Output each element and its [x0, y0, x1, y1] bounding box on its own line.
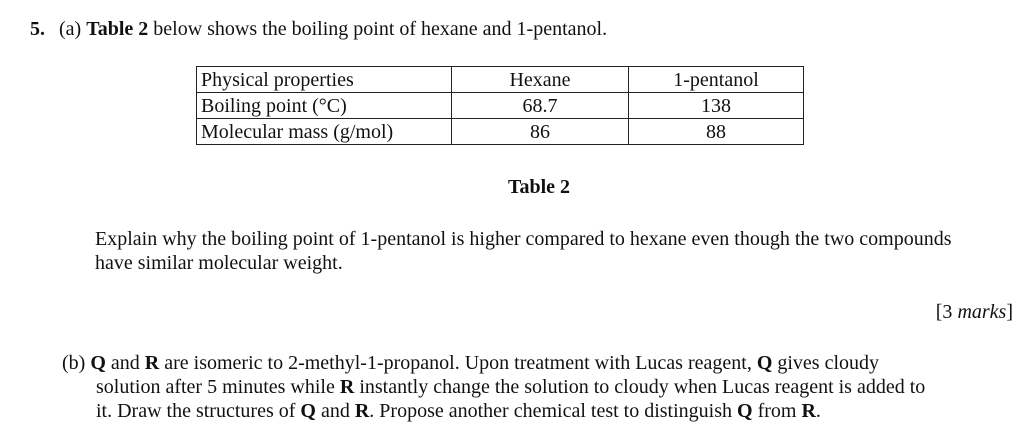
part-b-line	[96, 375, 925, 399]
compound-r: R	[339, 376, 355, 398]
marks-close: ]	[1006, 301, 1013, 323]
properties-table	[196, 66, 804, 145]
table-cell: Boiling point (°C)	[197, 93, 452, 119]
table-cell: 86	[452, 119, 629, 145]
part-b-line	[62, 351, 879, 375]
text: instantly change the solution to cloudy when Lucas reagent is added to	[354, 376, 926, 398]
part-b-label: (b)	[62, 352, 86, 374]
table-caption	[508, 175, 570, 199]
marks-word: marks	[957, 301, 1007, 323]
text: .	[815, 400, 821, 422]
question-header	[30, 17, 607, 41]
question-intro: below shows the boiling point of hexane and 1-pentanol.	[148, 18, 608, 40]
compound-q: Q	[90, 352, 106, 374]
table-header-row	[197, 67, 804, 93]
table-row	[197, 93, 804, 119]
compound-r: R	[354, 400, 370, 422]
text: from	[752, 400, 802, 422]
table-cell: 68.7	[452, 93, 629, 119]
marks-open: [3	[935, 301, 958, 323]
marks-allocation	[936, 300, 1013, 324]
table-caption-text: Table 2	[508, 176, 571, 198]
part-a-question-line: Explain why the boiling point of 1-pentanol is higher compared to hexane even though the two compounds	[95, 228, 952, 250]
table-cell: Molecular mass (g/mol)	[197, 119, 452, 145]
text: solution after 5 minutes while	[96, 376, 340, 398]
question-number: 5.	[30, 18, 45, 40]
table-header-cell: 1-pentanol	[629, 67, 804, 93]
compound-r: R	[144, 352, 160, 374]
compound-r: R	[801, 400, 816, 422]
table-cell: 138	[629, 93, 804, 119]
text: and	[105, 352, 145, 374]
compound-q: Q	[737, 400, 753, 422]
text: and	[315, 400, 355, 422]
part-a-label: (a)	[59, 18, 82, 40]
table-row	[197, 119, 804, 145]
table-reference: Table 2	[86, 18, 149, 40]
table-header-cell: Physical properties	[197, 67, 452, 93]
text: . Propose another chemical test to distinguish	[369, 400, 738, 422]
compound-q: Q	[756, 352, 773, 374]
text: gives cloudy	[772, 352, 880, 374]
compound-q: Q	[300, 400, 316, 422]
table-header-cell: Hexane	[452, 67, 629, 93]
part-b-line	[96, 399, 821, 423]
text: it. Draw the structures of	[96, 400, 301, 422]
text: are isomeric to 2-methyl-1-propanol. Upon treatment with Lucas reagent,	[159, 352, 757, 374]
table-cell: 88	[629, 119, 804, 145]
part-a-question-line: have similar molecular weight.	[95, 252, 343, 274]
